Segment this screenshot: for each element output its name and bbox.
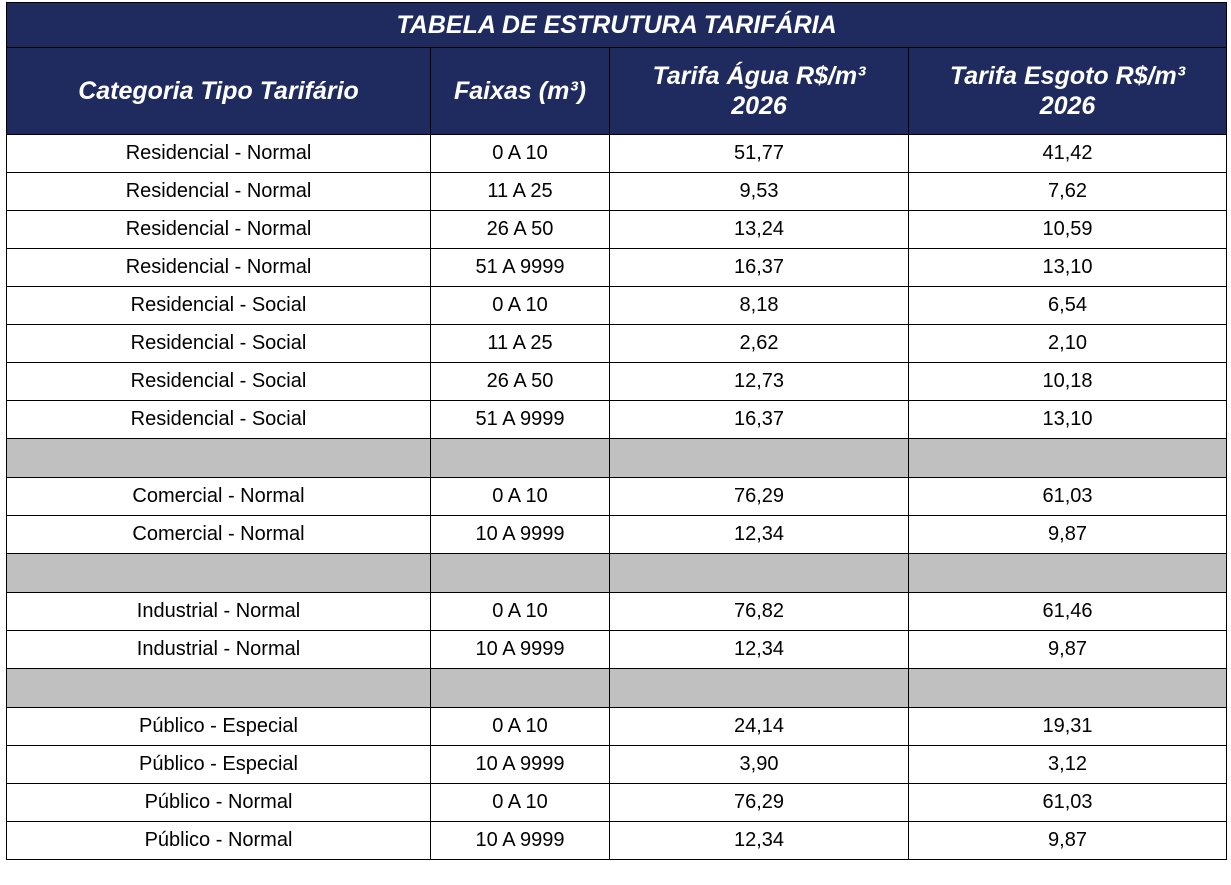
- cell-faixa: 0 A 10: [431, 593, 610, 631]
- cell-tarifa-agua: 16,37: [610, 249, 909, 287]
- cell-categoria: Comercial - Normal: [7, 516, 431, 554]
- cell-tarifa-esgoto: 2,10: [909, 325, 1227, 363]
- header-tarifa-esgoto: Tarifa Esgoto R$/m³ 2026: [909, 48, 1227, 135]
- cell-tarifa-esgoto: 19,31: [909, 708, 1227, 746]
- table-row: [7, 478, 1227, 516]
- cell-tarifa-esgoto: 9,87: [909, 516, 1227, 554]
- table-row: [7, 363, 1227, 401]
- separator-cell: [909, 439, 1227, 478]
- separator-cell: [610, 554, 909, 593]
- header-tarifa-agua: Tarifa Água R$/m³ 2026: [610, 48, 909, 135]
- cell-faixa: 0 A 10: [431, 478, 610, 516]
- table-body: [7, 135, 1227, 860]
- separator-cell: [610, 439, 909, 478]
- cell-tarifa-esgoto: 13,10: [909, 249, 1227, 287]
- tariff-table: [6, 2, 1227, 860]
- cell-tarifa-esgoto: 7,62: [909, 173, 1227, 211]
- cell-tarifa-agua: 24,14: [610, 708, 909, 746]
- cell-tarifa-agua: 76,29: [610, 478, 909, 516]
- separator-cell: [610, 669, 909, 708]
- cell-tarifa-esgoto: 10,59: [909, 211, 1227, 249]
- cell-faixa: 26 A 50: [431, 211, 610, 249]
- cell-faixa: 0 A 10: [431, 287, 610, 325]
- table-row: [7, 325, 1227, 363]
- separator-cell: [7, 669, 431, 708]
- separator-cell: [7, 439, 431, 478]
- cell-faixa: 51 A 9999: [431, 401, 610, 439]
- separator-cell: [431, 554, 610, 593]
- cell-categoria: Residencial - Social: [7, 325, 431, 363]
- cell-categoria: Residencial - Normal: [7, 135, 431, 173]
- table-head: [7, 3, 1227, 135]
- cell-categoria: Residencial - Social: [7, 287, 431, 325]
- table-row: [7, 746, 1227, 784]
- cell-tarifa-esgoto: 9,87: [909, 822, 1227, 860]
- cell-tarifa-esgoto: 9,87: [909, 631, 1227, 669]
- cell-tarifa-agua: 9,53: [610, 173, 909, 211]
- cell-categoria: Residencial - Social: [7, 363, 431, 401]
- separator-cell: [909, 669, 1227, 708]
- cell-tarifa-agua: 13,24: [610, 211, 909, 249]
- cell-tarifa-agua: 12,73: [610, 363, 909, 401]
- table-title: TABELA DE ESTRUTURA TARIFÁRIA: [7, 3, 1227, 48]
- cell-faixa: 10 A 9999: [431, 631, 610, 669]
- cell-faixa: 0 A 10: [431, 708, 610, 746]
- table-row: [7, 516, 1227, 554]
- separator-row: [7, 439, 1227, 478]
- cell-categoria: Residencial - Social: [7, 401, 431, 439]
- cell-categoria: Público - Normal: [7, 784, 431, 822]
- table-row: [7, 211, 1227, 249]
- cell-faixa: 10 A 9999: [431, 516, 610, 554]
- cell-faixa: 10 A 9999: [431, 822, 610, 860]
- table-row: [7, 784, 1227, 822]
- cell-tarifa-agua: 8,18: [610, 287, 909, 325]
- separator-cell: [909, 554, 1227, 593]
- cell-categoria: Público - Especial: [7, 746, 431, 784]
- table-row: [7, 135, 1227, 173]
- cell-tarifa-agua: 12,34: [610, 516, 909, 554]
- cell-categoria: Residencial - Normal: [7, 211, 431, 249]
- separator-cell: [7, 554, 431, 593]
- cell-faixa: 26 A 50: [431, 363, 610, 401]
- cell-tarifa-esgoto: 10,18: [909, 363, 1227, 401]
- cell-categoria: Público - Normal: [7, 822, 431, 860]
- cell-categoria: Residencial - Normal: [7, 173, 431, 211]
- separator-row: [7, 554, 1227, 593]
- header-row: [7, 48, 1227, 135]
- cell-categoria: Comercial - Normal: [7, 478, 431, 516]
- table-row: [7, 708, 1227, 746]
- separator-cell: [431, 669, 610, 708]
- cell-tarifa-esgoto: 61,03: [909, 784, 1227, 822]
- header-faixas: Faixas (m³): [431, 48, 610, 135]
- table-row: [7, 249, 1227, 287]
- cell-categoria: Industrial - Normal: [7, 631, 431, 669]
- cell-categoria: Residencial - Normal: [7, 249, 431, 287]
- cell-tarifa-agua: 51,77: [610, 135, 909, 173]
- cell-tarifa-agua: 2,62: [610, 325, 909, 363]
- title-row: [7, 3, 1227, 48]
- cell-tarifa-agua: 16,37: [610, 401, 909, 439]
- table-row: [7, 173, 1227, 211]
- cell-tarifa-esgoto: 3,12: [909, 746, 1227, 784]
- cell-tarifa-esgoto: 13,10: [909, 401, 1227, 439]
- cell-tarifa-esgoto: 41,42: [909, 135, 1227, 173]
- separator-row: [7, 669, 1227, 708]
- cell-categoria: Industrial - Normal: [7, 593, 431, 631]
- table-row: [7, 287, 1227, 325]
- cell-faixa: 10 A 9999: [431, 746, 610, 784]
- cell-faixa: 11 A 25: [431, 173, 610, 211]
- cell-categoria: Público - Especial: [7, 708, 431, 746]
- separator-cell: [431, 439, 610, 478]
- cell-tarifa-agua: 76,29: [610, 784, 909, 822]
- table-row: [7, 401, 1227, 439]
- cell-faixa: 11 A 25: [431, 325, 610, 363]
- cell-tarifa-agua: 76,82: [610, 593, 909, 631]
- cell-tarifa-agua: 12,34: [610, 822, 909, 860]
- cell-tarifa-agua: 3,90: [610, 746, 909, 784]
- table-row: [7, 593, 1227, 631]
- table-row: [7, 631, 1227, 669]
- cell-tarifa-agua: 12,34: [610, 631, 909, 669]
- table-row: [7, 822, 1227, 860]
- cell-faixa: 0 A 10: [431, 784, 610, 822]
- cell-tarifa-esgoto: 61,46: [909, 593, 1227, 631]
- cell-faixa: 51 A 9999: [431, 249, 610, 287]
- cell-tarifa-esgoto: 6,54: [909, 287, 1227, 325]
- cell-tarifa-esgoto: 61,03: [909, 478, 1227, 516]
- cell-faixa: 0 A 10: [431, 135, 610, 173]
- header-categoria: Categoria Tipo Tarifário: [7, 48, 431, 135]
